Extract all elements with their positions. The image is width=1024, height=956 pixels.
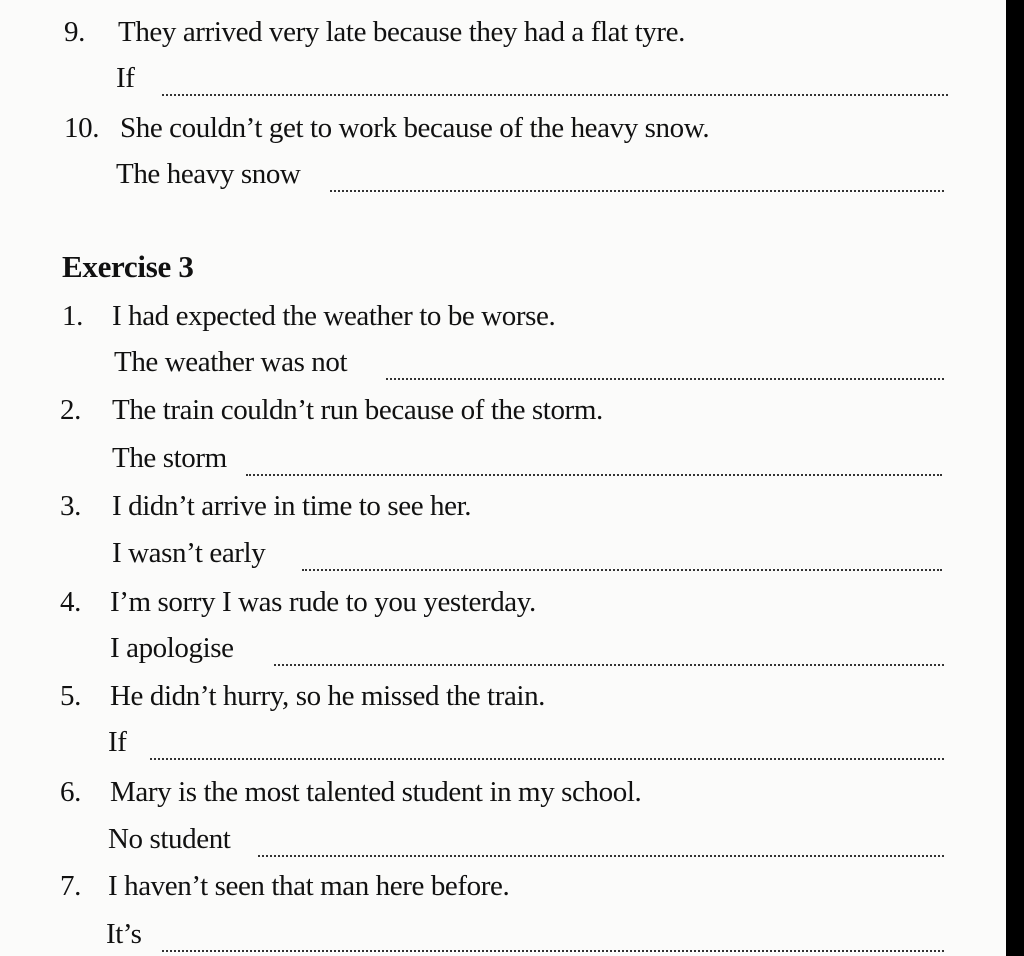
answer-line-5 bbox=[0, 724, 1006, 760]
answer-prompt: No student bbox=[108, 823, 231, 855]
question-number: 10. bbox=[64, 112, 100, 144]
question-9 bbox=[0, 14, 1006, 50]
question-6 bbox=[0, 774, 1006, 810]
answer-prompt: The weather was not bbox=[114, 346, 348, 378]
question-number: 5. bbox=[60, 680, 81, 712]
question-5 bbox=[0, 678, 1006, 714]
answer-prompt: If bbox=[108, 726, 127, 758]
answer-blank[interactable] bbox=[386, 344, 944, 380]
answer-prompt: The storm bbox=[112, 442, 227, 474]
question-sentence: The train couldn’t run because of the storm. bbox=[112, 394, 603, 426]
question-2 bbox=[0, 392, 1006, 428]
answer-blank[interactable] bbox=[330, 156, 944, 192]
answer-line-4 bbox=[0, 630, 1006, 666]
answer-blank[interactable] bbox=[258, 821, 944, 857]
answer-line-2 bbox=[0, 440, 1006, 476]
question-number: 3. bbox=[60, 490, 81, 522]
question-number: 6. bbox=[60, 776, 81, 808]
answer-prompt: The heavy snow bbox=[116, 158, 301, 190]
question-number: 9. bbox=[64, 16, 85, 48]
answer-line-1 bbox=[0, 344, 1006, 380]
question-1 bbox=[0, 298, 1006, 334]
question-sentence: He didn’t hurry, so he missed the train. bbox=[110, 680, 546, 712]
question-number: 1. bbox=[62, 300, 83, 332]
question-sentence: Mary is the most talented student in my school. bbox=[110, 776, 642, 808]
answer-prompt: I apologise bbox=[110, 632, 234, 664]
answer-blank[interactable] bbox=[162, 60, 948, 96]
question-sentence: They arrived very late because they had a flat tyre. bbox=[118, 16, 685, 48]
answer-line-7 bbox=[0, 916, 1006, 952]
answer-blank[interactable] bbox=[246, 440, 942, 476]
question-number: 4. bbox=[60, 586, 81, 618]
question-number: 2. bbox=[60, 394, 81, 426]
question-sentence: She couldn’t get to work because of the heavy snow. bbox=[120, 112, 710, 144]
answer-line-10 bbox=[0, 156, 1006, 192]
answer-blank[interactable] bbox=[274, 630, 944, 666]
answer-prompt: It’s bbox=[106, 918, 142, 950]
exercise-heading: Exercise 3 bbox=[62, 249, 194, 284]
scan-border bbox=[1006, 0, 1024, 956]
question-3 bbox=[0, 488, 1006, 524]
question-7 bbox=[0, 868, 1006, 904]
answer-blank[interactable] bbox=[162, 916, 944, 952]
answer-line-6 bbox=[0, 821, 1006, 857]
answer-blank[interactable] bbox=[150, 724, 944, 760]
question-sentence: I had expected the weather to be worse. bbox=[112, 300, 556, 332]
question-10 bbox=[0, 110, 1006, 146]
question-4 bbox=[0, 584, 1006, 620]
question-number: 7. bbox=[60, 870, 81, 902]
answer-line-3 bbox=[0, 535, 1006, 571]
answer-blank[interactable] bbox=[302, 535, 942, 571]
question-sentence: I’m sorry I was rude to you yesterday. bbox=[110, 586, 536, 618]
answer-prompt: I wasn’t early bbox=[112, 537, 266, 569]
answer-line-9 bbox=[0, 60, 1006, 96]
question-sentence: I didn’t arrive in time to see her. bbox=[112, 490, 472, 522]
answer-prompt: If bbox=[116, 62, 135, 94]
question-sentence: I haven’t seen that man here before. bbox=[108, 870, 510, 902]
